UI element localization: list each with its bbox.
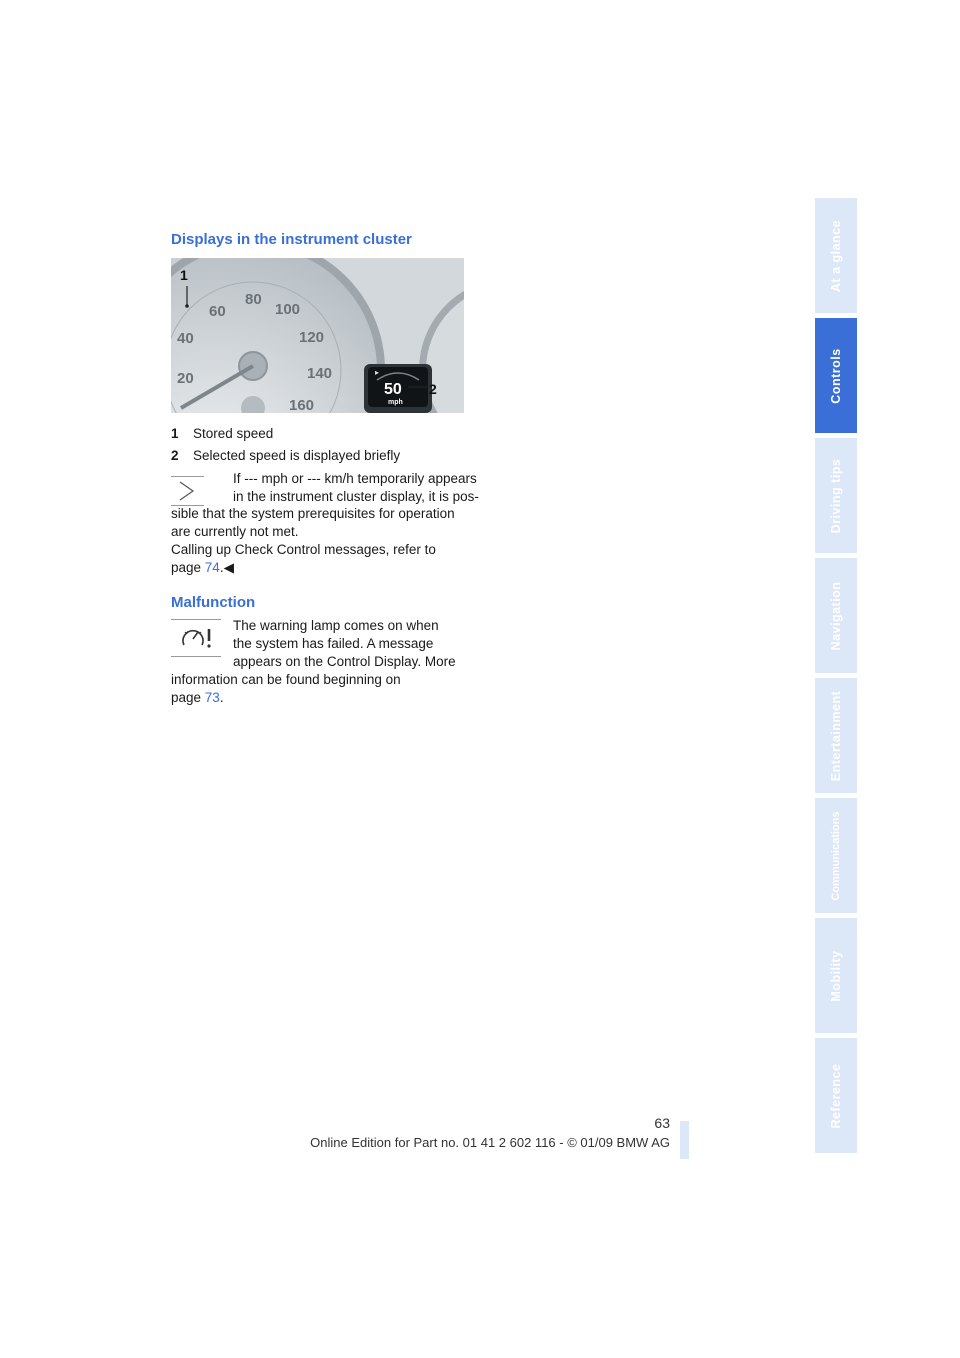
page-number: 63 xyxy=(654,1115,670,1131)
note-line: are currently not met. xyxy=(171,524,299,539)
malfunction-line: appears on the Control Display. More xyxy=(233,654,456,669)
selected-speed-unit: mph xyxy=(388,399,403,406)
malfunction-line: The warning lamp comes on when xyxy=(233,618,439,633)
tab-mobility[interactable]: Mobility xyxy=(815,918,857,1036)
dial-label-40: 40 xyxy=(177,330,194,347)
malfunction-line: the system has failed. A message xyxy=(233,636,434,651)
svg-text:▸: ▸ xyxy=(375,368,380,377)
dial-label-60: 60 xyxy=(209,303,226,320)
instrument-cluster-figure xyxy=(171,258,464,413)
list-item: 1 Stored speed xyxy=(171,426,274,441)
callout-1: 1 xyxy=(180,267,188,283)
malfunction-line: information can be found beginning on xyxy=(171,672,401,687)
dial-label-100: 100 xyxy=(275,301,301,318)
dial-label-20: 20 xyxy=(177,370,194,387)
note-line: If --- mph or --- km/h temporarily appears xyxy=(233,471,477,486)
tab-controls[interactable]: Controls xyxy=(815,318,857,436)
tab-communications[interactable]: Communications xyxy=(815,798,857,916)
dial-label-80: 80 xyxy=(245,291,262,308)
note-line: in the instrument cluster display, it is pos- xyxy=(233,489,479,504)
dial-label-160: 160 xyxy=(289,397,315,413)
section-heading-displays: Displays in the instrument cluster xyxy=(171,231,412,248)
dial-label-140: 140 xyxy=(307,365,333,382)
tab-entertainment[interactable]: Entertainment xyxy=(815,678,857,796)
cruise-warning-lamp-icon xyxy=(171,619,221,657)
callout-2: 2 xyxy=(429,381,437,397)
selected-speed-value: 50 xyxy=(384,381,402,398)
note-page-ref: page 74.◀ xyxy=(171,560,234,575)
section-heading-malfunction: Malfunction xyxy=(171,594,256,611)
malfunction-page-ref: page 73. xyxy=(171,690,224,705)
chapter-tabs xyxy=(815,198,857,1160)
page-link-73[interactable]: 73 xyxy=(204,690,220,705)
dial-label-120: 120 xyxy=(299,329,325,346)
tab-at-a-glance[interactable]: At a glance xyxy=(815,198,857,316)
page-link-74[interactable]: 74 xyxy=(204,560,220,575)
list-item: 2 Selected speed is displayed briefly xyxy=(171,448,401,463)
tab-reference[interactable]: Reference xyxy=(815,1038,857,1156)
footer-edition-text: Online Edition for Part no. 01 41 2 602 116 - © 01/09 BMW AG xyxy=(310,1135,670,1150)
tab-navigation[interactable]: Navigation xyxy=(815,558,857,676)
note-triangle-icon xyxy=(171,476,204,506)
note-line: sible that the system prerequisites for operation xyxy=(171,506,455,521)
tab-driving-tips[interactable]: Driving tips xyxy=(815,438,857,556)
note-line: Calling up Check Control messages, refer to xyxy=(171,542,436,557)
footer-accent-bar xyxy=(680,1121,689,1159)
